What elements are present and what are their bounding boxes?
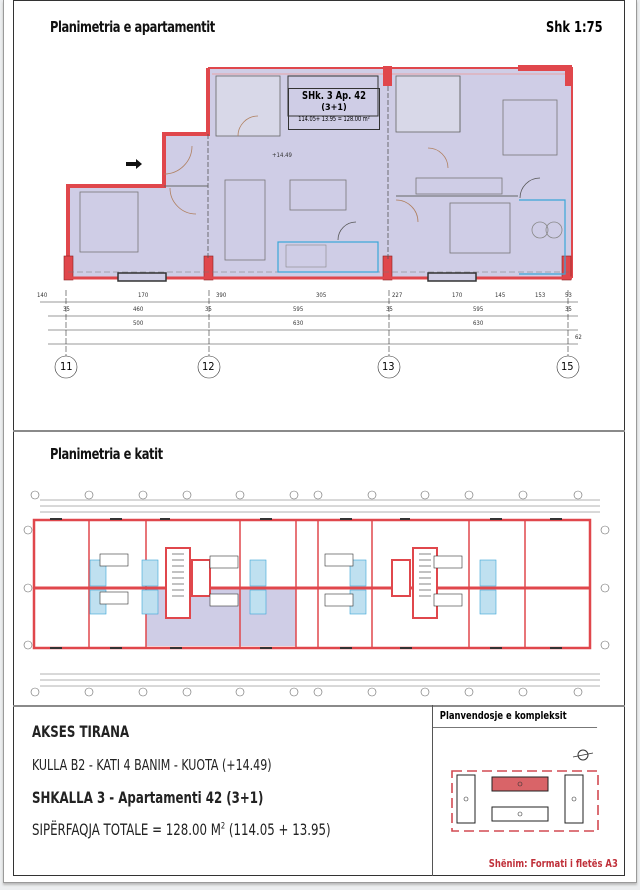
- axis-label-15: 15: [561, 360, 574, 373]
- dim-label: 153: [535, 292, 546, 299]
- apartment-label-box: [288, 88, 380, 130]
- building-floor-info: KULLA B2 - KATI 4 BANIM - KUOTA (+14.49): [32, 756, 272, 774]
- dim-label: 390: [216, 292, 227, 299]
- dim-label: 140: [37, 292, 48, 299]
- dim-label: 145: [495, 292, 506, 299]
- dim-label: 35: [386, 306, 393, 313]
- axis-label-11: 11: [60, 360, 73, 373]
- dim-label: 227: [392, 292, 403, 299]
- scale-label: Shk 1:75: [546, 18, 603, 36]
- site-plan-panel: [432, 705, 626, 876]
- dim-label: 35: [63, 306, 70, 313]
- apartment-plan-title: Planimetria e apartamentit: [50, 18, 215, 36]
- dim-label: 62: [575, 334, 582, 341]
- site-plan-title: Planvendosje e kompleksit: [433, 705, 597, 728]
- dim-label: 35: [205, 306, 212, 313]
- dim-label: 595: [473, 306, 484, 313]
- floor-plan-drawing: [20, 490, 620, 700]
- total-area: [32, 820, 331, 839]
- axis-label-12: 12: [202, 360, 215, 373]
- area-superscript: 2: [220, 821, 226, 832]
- elevation-marker: +14.49: [272, 152, 292, 159]
- dim-label: 170: [452, 292, 463, 299]
- section-divider: [13, 430, 625, 432]
- apartment-label-type: (3+1): [321, 103, 347, 113]
- apartment-label-area: 114.05+ 13.95 = 128.00 m²: [298, 115, 370, 123]
- dim-label: 630: [293, 320, 304, 327]
- dim-label: 53: [565, 292, 572, 299]
- apartment-info: SHKALLA 3 - Apartamenti 42 (3+1): [32, 788, 264, 807]
- axis-label-13: 13: [382, 360, 395, 373]
- apartment-label-name: SHk. 3 Ap. 42: [302, 89, 366, 102]
- sheet-format-note: Shënim: Formati i fletës A3: [488, 857, 618, 870]
- area-breakdown: (114.05 + 13.95): [225, 820, 331, 839]
- dim-label: 595: [293, 306, 304, 313]
- floor-plan-title: Planimetria e katit: [50, 445, 163, 463]
- dim-label: 305: [316, 292, 327, 299]
- area-prefix: SIPËRFAQJA TOTALE = 128.00 M: [32, 820, 221, 839]
- dim-label: 170: [138, 292, 149, 299]
- site-plan-drawing: [433, 727, 626, 847]
- dim-label: 35: [565, 306, 572, 313]
- dim-label: 630: [473, 320, 484, 327]
- dim-label: 500: [133, 320, 144, 327]
- dim-label: 460: [133, 306, 144, 313]
- project-name: AKSES TIRANA: [32, 722, 130, 741]
